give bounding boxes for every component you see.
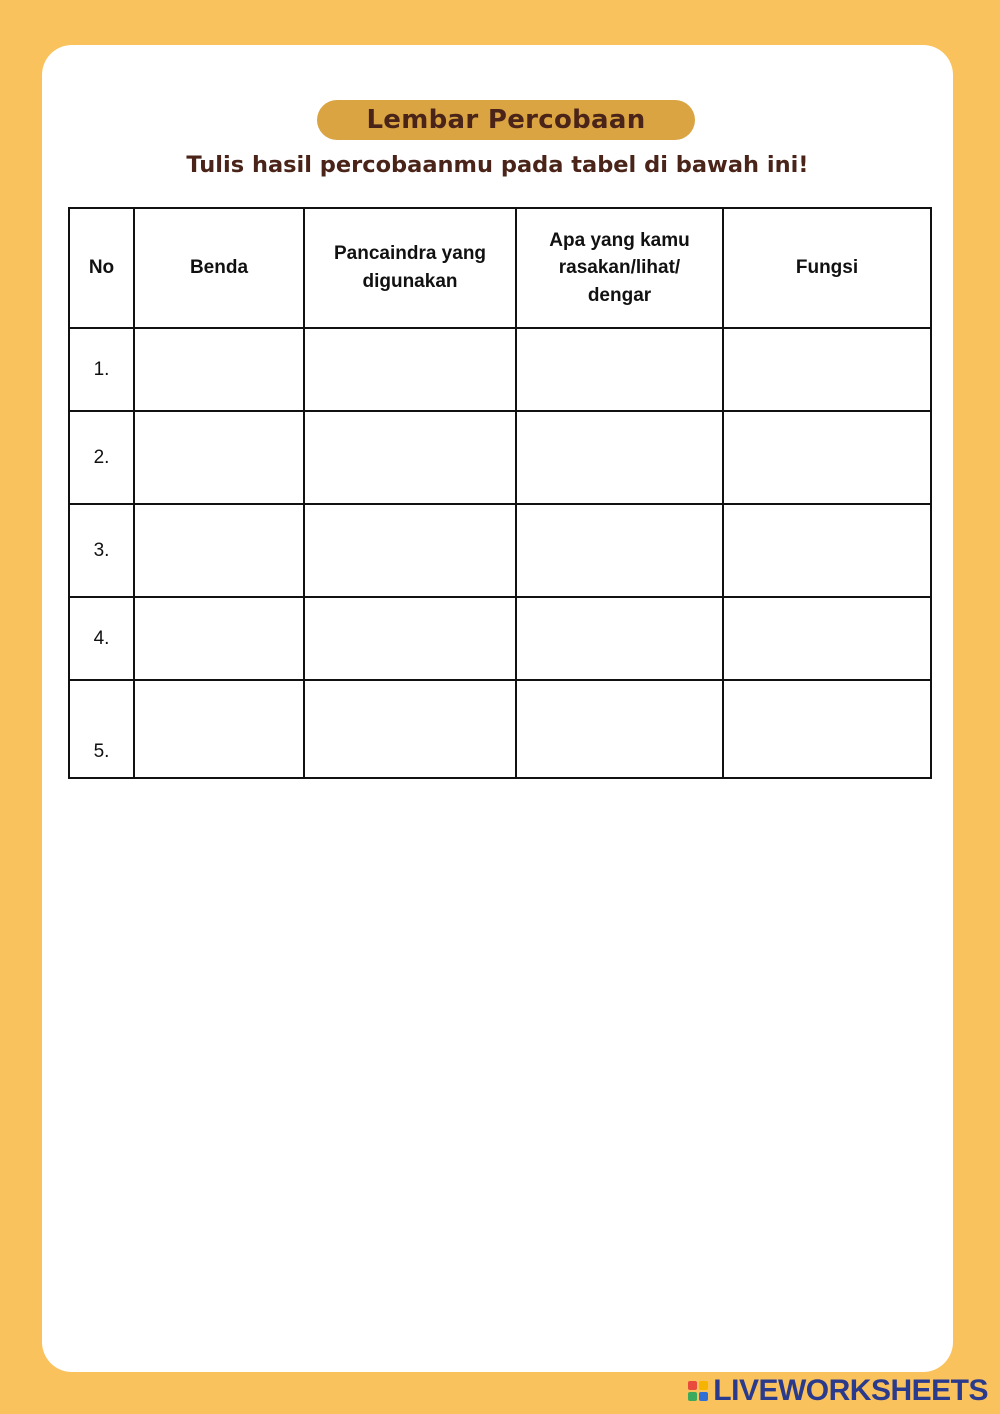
header-no: No <box>69 208 134 328</box>
row-number: 2. <box>69 411 134 504</box>
rasakan-cell[interactable] <box>516 504 723 597</box>
fungsi-cell[interactable] <box>723 504 931 597</box>
watermark-text: LIVEWORKSHEETS <box>713 1374 988 1407</box>
pancaindra-cell[interactable] <box>304 504 516 597</box>
header-pancaindra: Pancaindra yang digunakan <box>304 208 516 328</box>
benda-cell[interactable] <box>134 328 304 411</box>
header-benda: Benda <box>134 208 304 328</box>
header-rasakan: Apa yang kamu rasakan/lihat/ dengar <box>516 208 723 328</box>
benda-cell[interactable] <box>134 504 304 597</box>
table-row <box>69 411 931 504</box>
rasakan-cell[interactable] <box>516 411 723 504</box>
worksheet-title: Lembar Percobaan <box>317 100 695 140</box>
rasakan-cell[interactable] <box>516 680 723 778</box>
pancaindra-cell[interactable] <box>304 411 516 504</box>
logo-square-blue <box>699 1392 708 1401</box>
rasakan-cell[interactable] <box>516 328 723 411</box>
table-row <box>69 504 931 597</box>
pancaindra-cell[interactable] <box>304 328 516 411</box>
benda-cell[interactable] <box>134 597 304 680</box>
logo-square-red <box>688 1381 697 1390</box>
pancaindra-cell[interactable] <box>304 597 516 680</box>
liveworksheets-logo-icon <box>688 1381 708 1401</box>
row-number: 1. <box>69 328 134 411</box>
table-row <box>69 597 931 680</box>
header-fungsi: Fungsi <box>723 208 931 328</box>
fungsi-cell[interactable] <box>723 597 931 680</box>
pancaindra-cell[interactable] <box>304 680 516 778</box>
fungsi-cell[interactable] <box>723 328 931 411</box>
fungsi-cell[interactable] <box>723 411 931 504</box>
fungsi-cell[interactable] <box>723 680 931 778</box>
row-number: 3. <box>69 504 134 597</box>
instruction-text: Tulis hasil percobaanmu pada tabel di bawah ini! <box>186 152 809 178</box>
logo-square-yellow <box>699 1381 708 1390</box>
row-number: 4. <box>69 597 134 680</box>
experiment-table <box>68 207 932 779</box>
row-number: 5. <box>69 680 134 778</box>
rasakan-cell[interactable] <box>516 597 723 680</box>
table-row <box>69 680 931 778</box>
logo-square-green <box>688 1392 697 1401</box>
benda-cell[interactable] <box>134 411 304 504</box>
table-header-row <box>69 208 931 328</box>
table-row <box>69 328 931 411</box>
liveworksheets-watermark[interactable] <box>688 1373 988 1409</box>
benda-cell[interactable] <box>134 680 304 778</box>
